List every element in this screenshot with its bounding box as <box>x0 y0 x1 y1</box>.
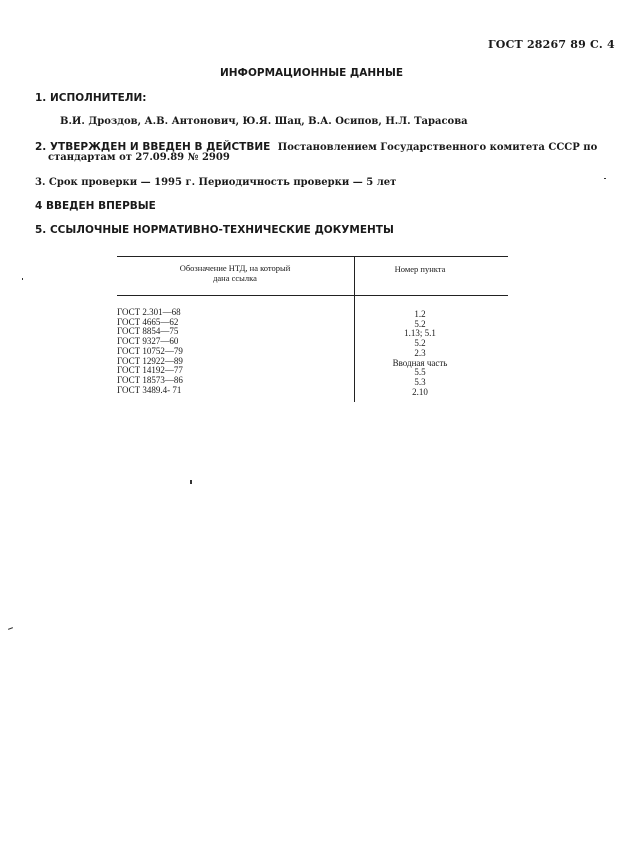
col1-header-line1: Обозначение НТД, на который <box>179 263 291 273</box>
scan-speck <box>604 178 606 179</box>
table-cell-doc: ГОСТ 18573—86 <box>117 374 183 385</box>
table-cell-doc: ГОСТ 9327—60 <box>117 336 179 347</box>
section-3-text: 3. Срок проверки — 1995 г. Периодичность проверки — 5 лет <box>35 177 397 188</box>
table-cell-doc: ГОСТ 12922—89 <box>117 355 183 366</box>
section-2-line-2: стандартам от 27.09.89 № 2909 <box>48 152 230 163</box>
table-cell-doc: ГОСТ 8854—75 <box>117 326 179 337</box>
table-cell-doc: ГОСТ 2.301—68 <box>117 307 181 317</box>
table-column-divider <box>354 257 355 402</box>
table-cell-item: Вводная часть <box>392 357 448 368</box>
table-cell-doc: ГОСТ 3489.4- 71 <box>117 384 182 395</box>
table-col-docs <box>117 308 183 395</box>
section-5-heading: 5. ССЫЛОЧНЫЕ НОРМАТИВНО-ТЕХНИЧЕСКИЕ ДОКУМЕНТЫ <box>35 224 394 236</box>
scan-speck <box>8 627 13 630</box>
page-title: ИНФОРМАЦИОННЫЕ ДАННЫЕ <box>219 67 404 79</box>
col1-header-line2: дана ссылка <box>213 273 257 283</box>
table-cell-item: 5.2 <box>414 318 426 329</box>
section-1-heading: 1. ИСПОЛНИТЕЛИ: <box>35 92 147 104</box>
table-cell-item: 5.3 <box>414 376 426 387</box>
authors-list: В.И. Дроздов, А.В. Антонович, Ю.Я. Шац, В.А. Осипов, Н.Л. Тарасова <box>60 116 468 127</box>
scan-speck <box>190 480 192 484</box>
col1-header <box>140 263 330 283</box>
table-cell-item: 1.13; 5.1 <box>404 328 436 339</box>
table-cell-item: 5.2 <box>414 338 426 349</box>
table-cell-item: 1.2 <box>414 309 426 319</box>
table-cell-item: 5.5 <box>414 367 426 378</box>
table-cell-item: 2.3 <box>414 347 426 358</box>
table-col-items <box>358 310 482 397</box>
table-cell-doc: ГОСТ 14192—77 <box>117 365 183 376</box>
section-2-rest: Постановлением Государственного комитета СССР по <box>277 142 598 153</box>
table-cell-doc: ГОСТ 4665—62 <box>117 316 179 327</box>
table-top-rule <box>117 256 508 257</box>
table-cell-doc: ГОСТ 10752—79 <box>117 345 183 356</box>
standard-code-header: ГОСТ 28267 89 С. 4 <box>488 38 615 51</box>
section-4-heading: 4 ВВЕДЕН ВПЕРВЫЕ <box>35 200 156 212</box>
table-header-rule <box>117 295 508 296</box>
scan-speck <box>22 278 23 280</box>
col2-header: Номер пункта <box>394 264 446 274</box>
section-2-lead: 2. УТВЕРЖДЕН И ВВЕДЕН В ДЕЙСТВИЕ <box>35 141 271 153</box>
table-cell-item: 2.10 <box>412 386 428 397</box>
